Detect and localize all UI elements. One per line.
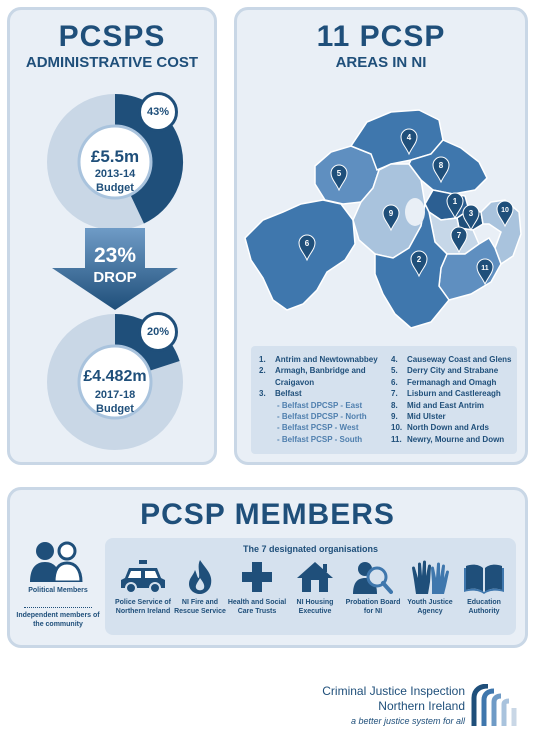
org-health (227, 560, 287, 616)
legend-sub-item: - Belfast DPCSP - North (277, 412, 367, 422)
organisations-heading: The 7 designated organisations (242, 544, 379, 554)
org-label: Police Service of Northern Ireland (114, 599, 172, 615)
top-amount: £5.5m (90, 147, 140, 166)
org-label: Health and Social Care Trusts (227, 599, 287, 615)
org-label: NI Fire and Rescue Service (174, 599, 226, 615)
org-label: NI Housing Executive (296, 599, 334, 615)
footer-org-line1: Criminal Justice Inspection (322, 684, 465, 698)
map-pin-label: 6 (304, 239, 310, 248)
independent-members-label: Independent members of the community (16, 612, 100, 628)
organisations-box (105, 538, 516, 635)
map-pin-label: 8 (438, 161, 444, 170)
political-members-label: Political Members (28, 587, 88, 594)
areas-title: 11 PCSP (316, 20, 446, 53)
bottom-percent-label: 20% (146, 326, 170, 338)
book-icon (464, 560, 504, 594)
org-fire (170, 560, 230, 616)
org-label: Education Authority (467, 599, 501, 615)
map-pin-label: 4 (406, 133, 412, 142)
areas-panel (234, 7, 528, 465)
legend-item: 9. Mid Ulster (391, 412, 446, 422)
drop-percent: 23% (93, 244, 137, 267)
map-pin-label: 10 (501, 207, 509, 214)
legend-item: 2. Armagh, Banbridge and (259, 366, 366, 376)
footer-tagline: a better justice system for all (350, 716, 465, 726)
legend-item: 4. Causeway Coast and Glens (391, 355, 512, 364)
cross-icon (240, 560, 274, 594)
legend-item: 10. North Down and Ards (391, 423, 489, 433)
legend-item: 7. Lisburn and Castlereagh (391, 389, 501, 399)
flame-icon (183, 560, 217, 594)
legend-item: 11. Newry, Mourne and Down (391, 434, 505, 444)
top-percent-label: 43% (146, 106, 170, 118)
bottom-percent-badge (138, 312, 178, 352)
legend-sub-item: - Belfast PCSP - South (277, 434, 363, 444)
drop-label: DROP (93, 269, 137, 286)
ni-map (243, 108, 525, 330)
map-pin-label: 7 (456, 231, 462, 240)
cost-subtitle: ADMINISTRATIVE COST (25, 54, 199, 71)
people-icon (28, 540, 84, 582)
org-label: Probation Board for NI (345, 599, 401, 615)
areas-subtitle: AREAS IN NI (335, 54, 427, 71)
cost-title: PCSPS (58, 20, 166, 53)
map-pin-label: 11 (481, 265, 489, 272)
map-pin-label: 5 (336, 169, 342, 178)
cjini-logo (470, 684, 520, 726)
bottom-budget-label: Budget (96, 403, 134, 415)
legend-item: 1. Antrim and Newtownabbey (259, 355, 378, 364)
bottom-year: 2017-18 (94, 389, 136, 401)
lough-neagh (405, 198, 425, 226)
org-housing (285, 560, 345, 616)
legend-item: Craigavon (275, 377, 315, 387)
police-car-icon (121, 560, 165, 594)
footer-org-line2: Northern Ireland (378, 699, 465, 713)
cost-panel (7, 7, 217, 465)
areas-legend (251, 346, 517, 454)
legend-left-column (259, 354, 378, 445)
members-title: PCSP MEMBERS (140, 498, 395, 531)
bottom-amount: £4.482m (83, 368, 147, 385)
top-year: 2013-14 (94, 168, 136, 180)
legend-item: 6. Fermanagh and Omagh (391, 377, 497, 387)
map-pin-label: 3 (468, 209, 474, 218)
magnifier-person-icon (353, 560, 393, 594)
legend-item: 8. Mid and East Antrim (391, 400, 485, 410)
map-pin-label: 9 (388, 209, 394, 218)
legend-right-column (391, 354, 511, 445)
org-probation (343, 560, 403, 616)
members-divider (24, 607, 92, 608)
legend-sub-item: - Belfast PCSP - West (277, 423, 359, 433)
org-youth-justice (400, 560, 460, 616)
top-percent-badge (138, 92, 178, 132)
house-icon (295, 560, 335, 594)
legend-sub-item: - Belfast DPCSP - East (277, 400, 363, 410)
org-label: Youth Justice Agency (407, 599, 453, 615)
org-police (113, 560, 173, 616)
members-panel (7, 487, 528, 648)
org-education (454, 560, 514, 616)
map-pin-label: 2 (416, 255, 422, 264)
legend-item: 3. Belfast (259, 389, 302, 399)
top-budget-label: Budget (96, 182, 134, 194)
map-pin-label: 1 (452, 197, 458, 206)
hands-icon (410, 560, 450, 594)
legend-item: 5. Derry City and Strabane (391, 366, 499, 376)
region-6 (245, 200, 355, 310)
